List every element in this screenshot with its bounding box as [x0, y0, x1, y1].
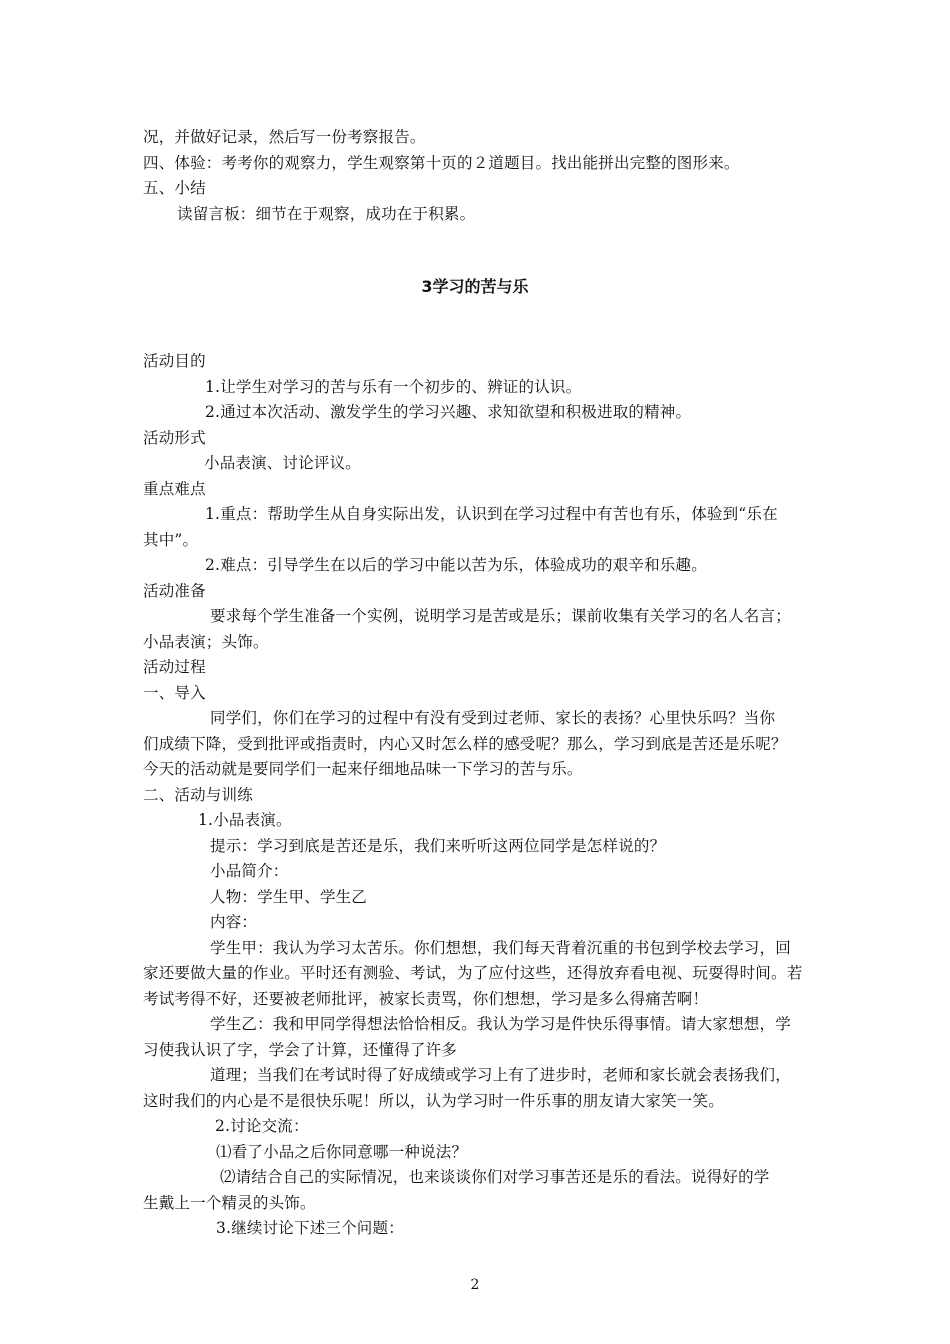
text-line: 其中”。	[143, 531, 199, 549]
text-line: 人物：学生甲、学生乙	[210, 888, 368, 906]
text-line: 2.难点：引导学生在以后的学习中能以苦为乐，体验成功的艰辛和乐趣。	[205, 556, 707, 574]
heading-line: 二、活动与训练	[143, 786, 253, 804]
text-line: 同学们，你们在学习的过程中有没有受到过老师、家长的表扬？心里快乐吗？当你	[210, 709, 776, 727]
text-line: 3.继续讨论下述三个问题：	[216, 1219, 404, 1237]
text-line: 读留言板：细节在于观察，成功在于积累。	[177, 205, 476, 223]
text-line: 况，并做好记录，然后写一份考察报告。	[143, 128, 426, 146]
text-line: 小品表演；头饰。	[143, 633, 269, 651]
text-line: 1.让学生对学习的苦与乐有一个初步的、辨证的认识。	[205, 378, 582, 396]
text-line: 2.讨论交流：	[215, 1117, 309, 1135]
section-title: 3学习的苦与乐	[421, 277, 529, 296]
page-number: 2	[470, 1277, 480, 1293]
text-line: 要求每个学生准备一个实例，说明学习是苦或是乐；课前收集有关学习的名人名言；	[210, 607, 791, 625]
text-line: 今天的活动就是要同学们一起来仔细地品味一下学习的苦与乐。	[143, 760, 583, 778]
heading-line: 一、导入	[143, 684, 206, 702]
heading-line: 活动形式	[143, 429, 206, 447]
text-line: 习使我认识了字，学会了计算，还懂得了许多	[143, 1041, 458, 1059]
text-line: ⑵请结合自己的实际情况，也来谈谈你们对学习事苦还是乐的看法。说得好的学	[220, 1168, 770, 1186]
text-line: 这时我们的内心是不是很快乐呢！所以，认为学习时一件乐事的朋友请大家笑一笑。	[143, 1092, 724, 1110]
text-line: 小品简介：	[210, 862, 289, 880]
text-line: ⑴看了小品之后你同意哪一种说法？	[216, 1143, 468, 1161]
text-line: 家还要做大量的作业。平时还有测验、考试，为了应付这些，还得放弃看电视、玩耍得时间。若	[143, 964, 803, 982]
text-line: 小品表演、讨论评议。	[204, 454, 362, 472]
text-line: 2.通过本次活动、激发学生的学习兴趣、求知欲望和积极进取的精神。	[205, 403, 692, 421]
text-line: 生戴上一个精灵的头饰。	[143, 1194, 316, 1212]
heading-line: 活动准备	[143, 582, 206, 600]
text-line: 1.重点：帮助学生从自身实际出发，认识到在学习过程中有苦也有乐，体验到“乐在	[205, 505, 778, 523]
text-line: 四、体验：考考你的观察力，学生观察第十页的２道题目。找出能拼出完整的图形来。	[143, 154, 740, 172]
text-line: 五、小结	[143, 179, 206, 197]
text-line: 内容：	[210, 913, 258, 931]
heading-line: 活动目的	[143, 352, 206, 370]
text-line: 1.小品表演。	[198, 811, 292, 829]
heading-line: 重点难点	[143, 480, 206, 498]
text-line: 学生乙：我和甲同学得想法恰恰相反。我认为学习是件快乐得事情。请大家想想，学	[210, 1015, 791, 1033]
text-line: 们成绩下降，受到批评或指责时，内心又时怎么样的感受呢？那么，学习到底是苦还是乐呢？	[143, 735, 787, 753]
heading-line: 活动过程	[143, 658, 206, 676]
text-line: 学生甲：我认为学习太苦乐。你们想想，我们每天背着沉重的书包到学校去学习，回	[210, 939, 791, 957]
text-line: 道理；当我们在考试时得了好成绩或学习上有了进步时，老师和家长就会表扬我们，	[210, 1066, 791, 1084]
text-line: 考试考得不好，还要被老师批评，被家长责骂，你们想想，学习是多么得痛苦啊！	[143, 990, 709, 1008]
text-line: 提示：学习到底是苦还是乐，我们来听听这两位同学是怎样说的？	[210, 837, 666, 855]
